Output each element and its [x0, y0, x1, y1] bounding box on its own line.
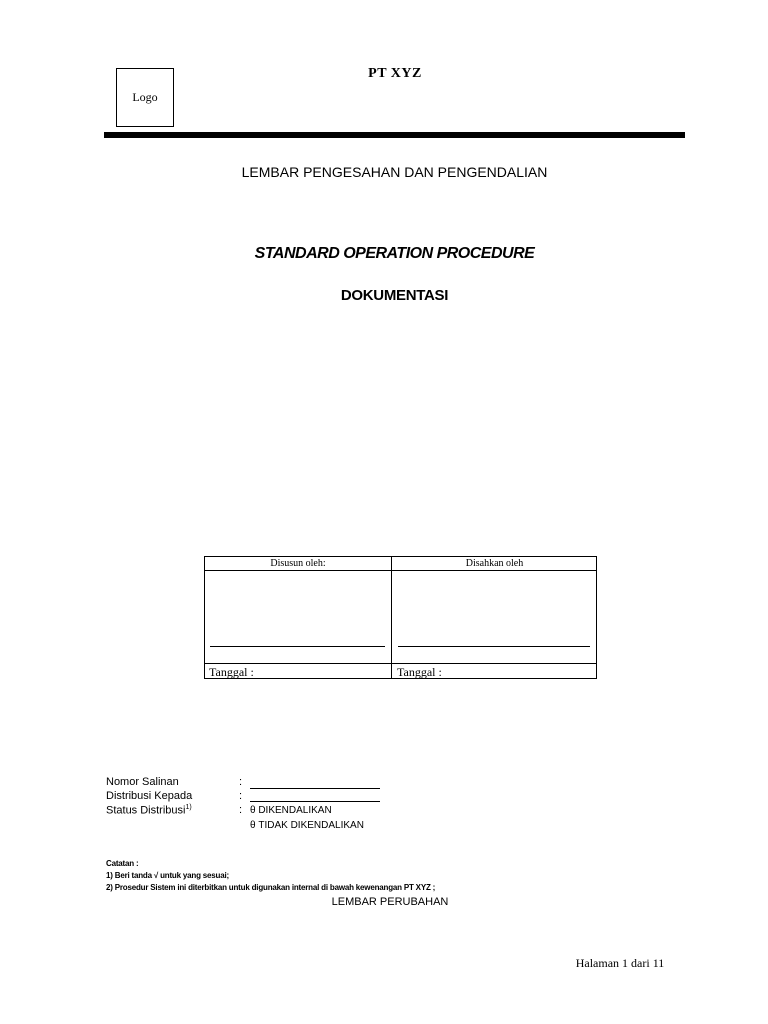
logo-text: Logo [132, 90, 158, 104]
status-footnote-ref: 1) [185, 804, 192, 811]
notes-title: Catatan : [106, 859, 139, 868]
status-option-controlled: θ DIKENDALIKAN [250, 805, 332, 816]
status-colon: : [239, 804, 243, 816]
copy-number-field-line [250, 788, 380, 789]
copy-number-label: Nomor Salinan [106, 776, 179, 788]
table-divider [391, 557, 392, 678]
company-name: PT XYZ [368, 66, 422, 81]
distribute-to-colon: : [239, 790, 243, 802]
copy-number-colon: : [239, 776, 243, 788]
prepared-by-signature-line [210, 646, 385, 647]
approval-table [204, 556, 597, 679]
approved-by-date-label: Tanggal : [397, 665, 442, 679]
page-number: Halaman 1 dari 11 [575, 956, 665, 970]
sop-subtitle: DOKUMENTASI [340, 287, 449, 304]
prepared-by-header: Disusun oleh: [270, 558, 326, 569]
status-label: Status Distribusi [106, 804, 186, 817]
header-divider [104, 132, 685, 138]
note-1: 1) Beri tanda √ untuk yang sesuai; [106, 871, 229, 880]
change-sheet-title: LEMBAR PERUBAHAN [331, 896, 449, 908]
table-header-rule [205, 570, 596, 571]
sop-title: STANDARD OPERATION PROCEDURE [254, 245, 535, 262]
document-heading: LEMBAR PENGESAHAN DAN PENGENDALIAN [241, 164, 548, 180]
status-option-uncontrolled: θ TIDAK DIKENDALIKAN [250, 820, 364, 831]
note-2: 2) Prosedur Sistem ini diterbitkan untuk digunakan internal di bawah kewenangan PT XYZ ; [106, 883, 436, 892]
status-label-group [106, 804, 192, 817]
prepared-by-date-label: Tanggal : [209, 665, 254, 679]
distribute-to-label: Distribusi Kepada [106, 790, 193, 802]
distribute-to-field-line [250, 801, 380, 802]
approved-by-header: Disahkan oleh [465, 558, 524, 569]
logo-placeholder [116, 68, 174, 127]
approved-by-signature-line [398, 646, 590, 647]
